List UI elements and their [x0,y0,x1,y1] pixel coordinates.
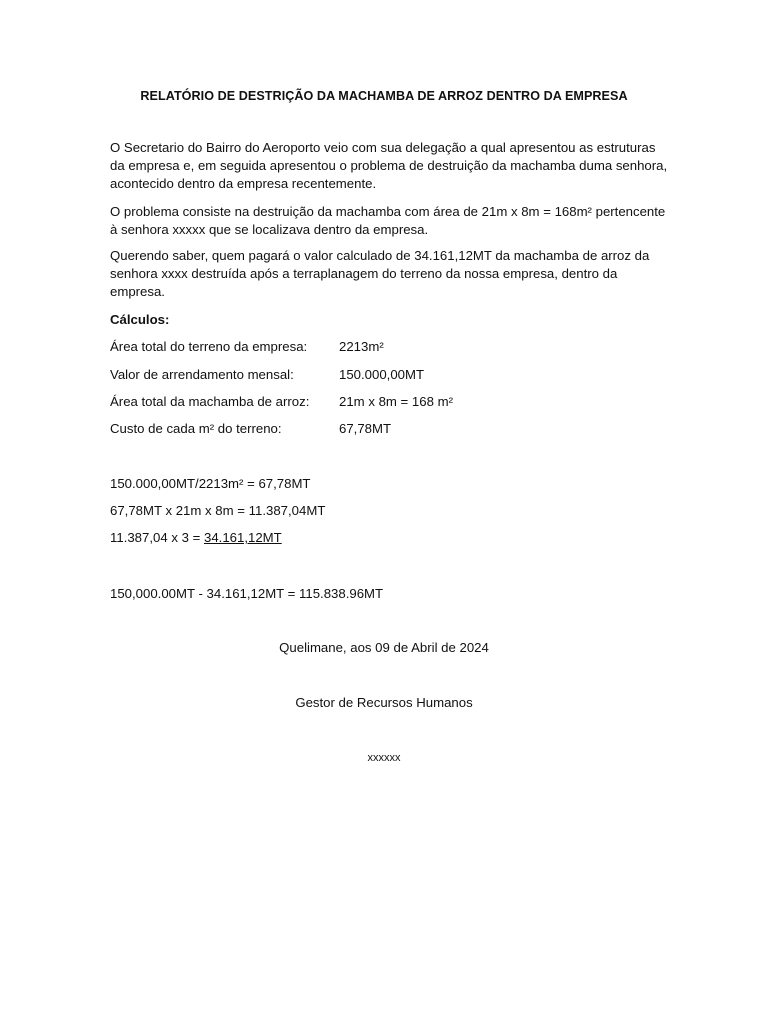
calc-value: 150.000,00MT [339,367,425,382]
calculations-heading: Cálculos: [110,312,170,327]
calc-label: Valor de arrendamento mensal: [110,367,294,382]
calc-value: 2213m² [339,339,384,354]
signatory-role: Gestor de Recursos Humanos [295,695,473,710]
calc-value: 67,78MT [339,421,392,436]
calc-value: 21m x 8m = 168 m² [339,394,453,409]
calc-label: Área total do terreno da empresa: [110,339,308,354]
place-date: Quelimane, aos 09 de Abril de 2024 [279,640,489,655]
formula-total-cost [110,529,282,547]
formula-remaining: 150,000.00MT - 34.161,12MT = 115.838.96MT [110,586,384,601]
paragraph-question: Querendo saber, quem pagará o valor calculado de 34.161,12MT da machamba de arroz da senhora xxxx destruída após a terraplanagem do terreno da nossa empresa, dentro da empresa. [110,248,650,299]
paragraph-problem: O problema consiste na destruição da machamba com área de 21m x 8m = 168m² pertencente à senhora xxxxx que se localizava dentro da empresa. [110,204,666,237]
document-title: RELATÓRIO DE DESTRIÇÃO DA MACHAMBA DE ARROZ DENTRO DA EMPRESA [140,89,628,103]
signature: xxxxxx [367,752,401,764]
formula-prefix: 11.387,04 x 3 = [110,530,204,545]
calc-label: Custo de cada m² do terreno: [110,421,282,436]
paragraph-delegation: O Secretario do Bairro do Aeroporto veio com sua delegação a qual apresentou as estruturas da empresa e, em seguida apresentou o problema de destruição da machamba duma senhora, acontecido dentro da empresa recentemente. [110,140,668,191]
formula-cost-per-m2: 150.000,00MT/2213m² = 67,78MT [110,476,311,491]
calc-label: Área total da machamba de arroz: [110,394,310,409]
formula-field-cost: 67,78MT x 21m x 8m = 11.387,04MT [110,503,326,518]
formula-result: 34.161,12MT [203,530,282,545]
